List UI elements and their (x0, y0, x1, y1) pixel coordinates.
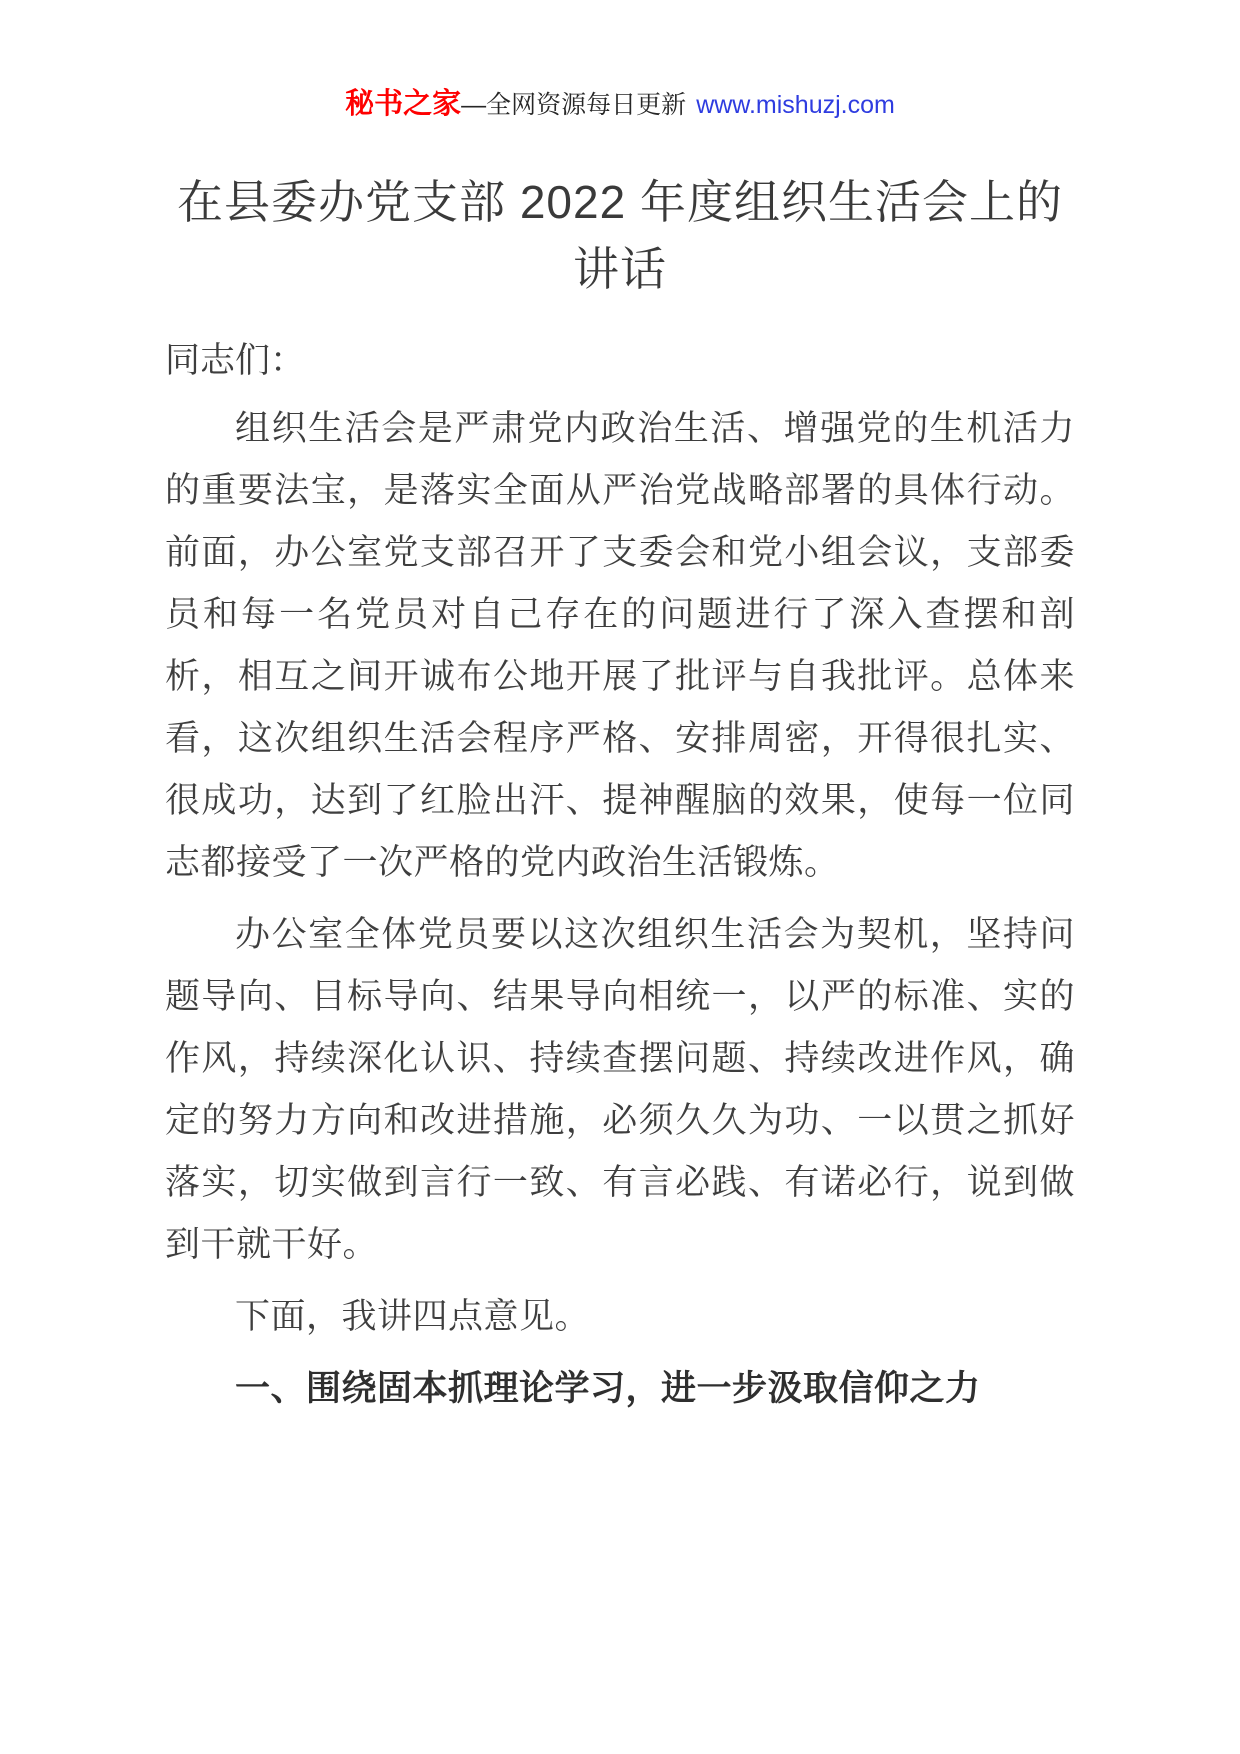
section-heading-1: 一、围绕固本抓理论学习，进一步汲取信仰之力 (235, 1369, 981, 1409)
paragraph-1: 组织生活会是严肃党内政治生活、增强党的生机活力的重要法宝，是落实全面从严治党战略部署的具体行动。前面，办公室党支部召开了支委会和党小组会议，支部委员和每一名党员对自己存在的问题进行了深入查摆和剖析，相互之间开诚布公地开展了批评与自我批评。总体来看，这次组织生活会程序严格、安排周密，开得很扎实、很成功，达到了红脸出汗、提神醒脑的效果，使每一位同志都接受了一次严格的党内政治生活锻炼。 (165, 409, 1075, 883)
paragraph-2: 办公室全体党员要以这次组织生活会为契机，坚持问题导向、目标导向、结果导向相统一，以严的标准、实的作风，持续深化认识、持续查摆问题、持续改进作风，确定的努力方向和改进措施，必须久久为功、一以贯之抓好落实，切实做到言行一致、有言必践、有诺必行，说到做到干就干好。 (165, 915, 1075, 1265)
paragraph-3: 下面，我讲四点意见。 (235, 1297, 591, 1337)
site-tagline: —全网资源每日更新 (461, 91, 687, 119)
salutation: 同志们： (165, 341, 306, 381)
site-header (165, 86, 1075, 127)
document-body (165, 330, 1075, 1420)
site-url-link[interactable]: www.mishuzj.com (696, 91, 895, 119)
document-title: 在县委办党支部 2022 年度组织生活会上的讲话 (177, 176, 1063, 295)
site-brand: 秘书之家 (345, 88, 462, 120)
